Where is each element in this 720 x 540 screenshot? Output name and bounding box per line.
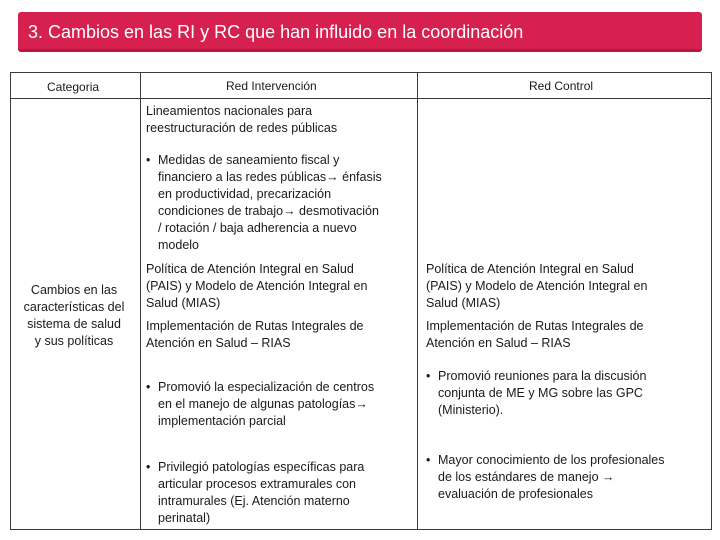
bullet-marker: • <box>426 369 431 383</box>
text-line: evaluación de profesionales <box>438 487 593 501</box>
text-line: Política de Atención Integral en Salud <box>426 262 634 276</box>
header-red-intervencion: Red Intervención <box>226 79 317 93</box>
text-line: Promovió la especialización de centros <box>158 380 375 394</box>
text-line: Mayor conocimiento de los profesionales <box>438 453 665 467</box>
header-red-control: Red Control <box>529 79 594 93</box>
title-bar <box>18 12 702 52</box>
control-rutas <box>426 318 644 352</box>
bullet-text <box>158 459 364 527</box>
category-line: y sus políticas <box>34 334 114 348</box>
text-line: Salud (MIAS) <box>146 296 221 310</box>
text-line: Promovió reuniones para la discusión <box>438 369 647 383</box>
intervencion-rutas <box>146 318 364 352</box>
control-politica <box>426 261 647 312</box>
text-line: condiciones de trabajo→ desmotivación <box>158 204 379 218</box>
category-line: Cambios en las <box>30 283 118 297</box>
category-line: características del <box>23 300 125 314</box>
text-line: de los estándares de manejo → <box>438 470 615 484</box>
category-cell <box>12 282 136 350</box>
text-line: reestructuración de redes públicas <box>146 121 338 135</box>
column-divider-2 <box>417 72 418 530</box>
text-line: intramurales (Ej. Atención materno <box>158 494 350 508</box>
text-line: Atención en Salud – RIAS <box>426 336 571 350</box>
bullet-text <box>438 452 665 503</box>
text-line: Atención en Salud – RIAS <box>146 336 291 350</box>
category-line: sistema de salud <box>27 317 121 331</box>
bullet-marker: • <box>426 453 431 467</box>
text-line: Medidas de saneamiento fiscal y <box>158 153 340 167</box>
slide-title: 3. Cambios en las RI y RC que han influido en la coordinación <box>28 22 524 42</box>
bullet-text <box>438 368 646 419</box>
text-line: perinatal) <box>158 511 211 525</box>
text-line: Implementación de Rutas Integrales de <box>426 319 644 333</box>
column-divider-1 <box>140 72 141 530</box>
text-line: en el manejo de algunas patologías→ <box>158 397 368 411</box>
text-line: conjunta de ME y MG sobre las GPC <box>438 386 643 400</box>
bullet-marker: • <box>146 380 151 394</box>
text-line: financiero a las redes públicas→ énfasis <box>158 170 382 184</box>
text-line: articular procesos extramurales con <box>158 477 356 491</box>
text-line: (Ministerio). <box>438 403 504 417</box>
header-categoria: Categoria <box>47 80 100 94</box>
text-line: Implementación de Rutas Integrales de <box>146 319 364 333</box>
text-line: modelo <box>158 238 199 252</box>
bullet-marker: • <box>146 460 151 474</box>
bullet-marker: • <box>146 153 151 167</box>
text-line: implementación parcial <box>158 414 286 428</box>
intervencion-politica <box>146 261 367 312</box>
text-line: Política de Atención Integral en Salud <box>146 262 354 276</box>
text-line: / rotación / baja adherencia a nuevo <box>158 221 357 235</box>
bullet-text <box>158 379 374 430</box>
header-divider <box>10 98 712 99</box>
text-line: Salud (MIAS) <box>426 296 501 310</box>
text-line: Lineamientos nacionales para <box>146 104 313 118</box>
text-line: Privilegió patologías específicas para <box>158 460 365 474</box>
text-line: (PAIS) y Modelo de Atención Integral en <box>146 279 368 293</box>
lineamientos-heading <box>146 103 337 137</box>
bullet-text <box>158 152 382 254</box>
text-line: (PAIS) y Modelo de Atención Integral en <box>426 279 648 293</box>
text-line: en productividad, precarización <box>158 187 332 201</box>
